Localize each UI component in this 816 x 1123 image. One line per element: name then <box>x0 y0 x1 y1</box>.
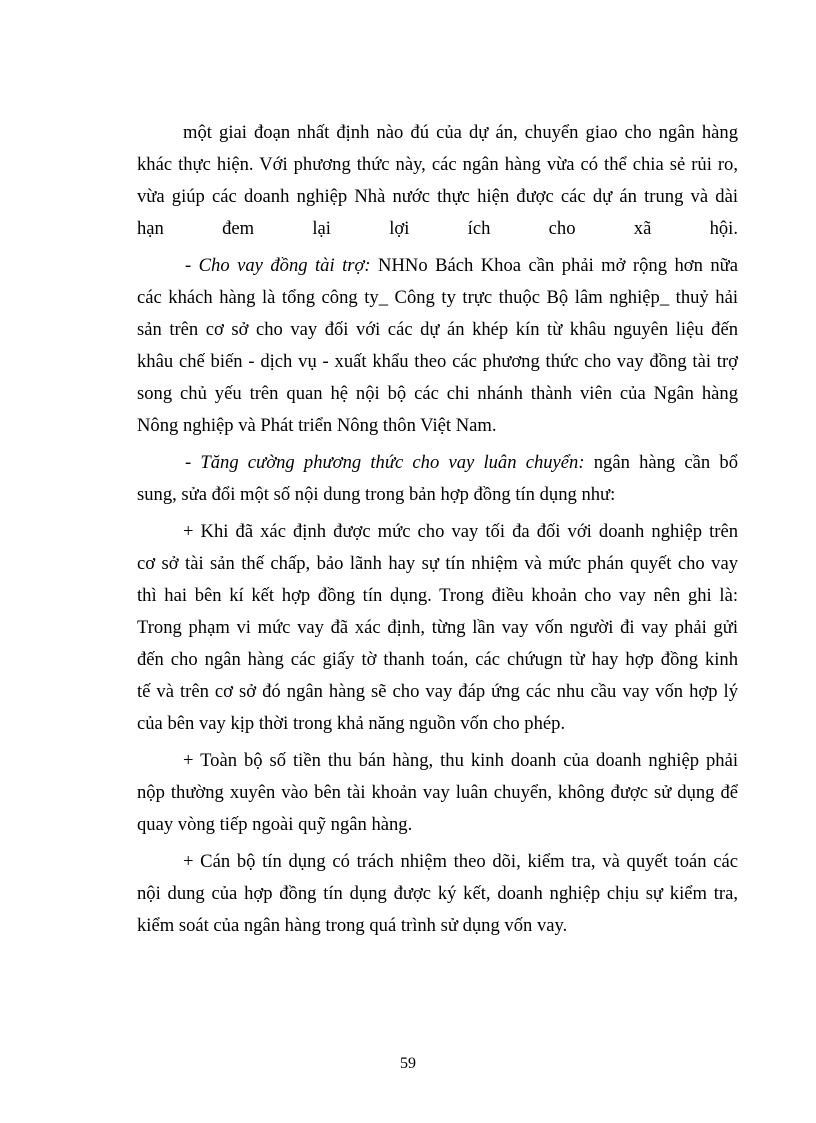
text-line: của bên vay kịp thời trong khả năng nguồn vốn cho phép. <box>137 713 566 734</box>
text-line: + Cán bộ tín dụng có trách nhiệm theo dõi, kiểm tra, và quyết toán các <box>183 851 738 872</box>
paragraph <box>137 447 738 511</box>
italic-lead: - Cho vay đồng tài trợ: <box>185 255 371 276</box>
page-number: 59 <box>400 1055 416 1072</box>
text-line <box>137 447 738 479</box>
text-line: + Toàn bộ số tiền thu bán hàng, thu kinh doanh của doanh nghiệp phải <box>183 750 738 771</box>
text-line: tế và trên cơ sở đó ngân hàng sẽ cho vay đáp ứng các nhu cầu vay vốn hợp lý <box>137 681 738 702</box>
text-line: song chủ yếu trên quan hệ nội bộ các chi nhánh thành viên của Ngân hàng <box>137 383 738 404</box>
text-line: nội dung của hợp đồng tín dụng được ký kết, doanh nghiệp chịu sự kiểm tra, <box>137 883 738 904</box>
paragraph <box>137 516 738 740</box>
paragraph <box>137 745 738 841</box>
text-line: một giai đoạn nhất định nào đú của dự án, chuyển giao cho ngân hàng <box>183 122 738 143</box>
text-line <box>137 250 738 282</box>
paragraph <box>137 846 738 942</box>
text-line: vừa giúp các doanh nghiệp Nhà nước thực hiện được các dự án trung và dài <box>137 186 738 207</box>
body-text <box>137 117 738 942</box>
text-line: cơ sở tài sản thế chấp, bảo lãnh hay sự tín nhiệm và mức phán quyết cho vay <box>137 553 738 574</box>
text-line: sung, sửa đổi một số nội dung trong bản hợp đồng tín dụng như: <box>137 484 616 505</box>
text-line: + Khi đã xác định được mức cho vay tối đa đối với doanh nghiệp trên <box>183 521 738 542</box>
paragraph <box>137 250 738 442</box>
text-line: Nông nghiệp và Phát triển Nông thôn Việt Nam. <box>137 415 497 436</box>
text-line: đến cho ngân hàng các giấy tờ thanh toán, các chứugn từ hay hợp đồng kinh <box>137 649 738 670</box>
text-line: Trong phạm vi mức vay đã xác định, từng lần vay vốn người đi vay phải gửi <box>137 617 738 638</box>
text-run: ngân hàng cần bổ <box>584 452 739 473</box>
text-line: các khách hàng là tổng công ty_ Công ty trực thuộc Bộ lâm nghiệp_ thuỷ hải <box>137 287 738 308</box>
text-line: sản trên cơ sở cho vay đối với các dự án khép kín từ khâu nguyên liệu đến <box>137 319 738 340</box>
paragraph <box>137 117 738 245</box>
text-line: hạn đem lại lợi ích cho xã hội. <box>137 218 738 239</box>
text-line: thì hai bên kí kết hợp đồng tín dụng. Trong điều khoản cho vay nên ghi là: <box>137 585 738 606</box>
italic-lead: - Tăng cường phương thức cho vay luân chuyển: <box>185 452 585 473</box>
text-line: kiểm soát của ngân hàng trong quá trình sử dụng vốn vay. <box>137 915 568 936</box>
text-line: quay vòng tiếp ngoài quỹ ngân hàng. <box>137 814 413 835</box>
text-line: nộp thường xuyên vào bên tài khoản vay luân chuyển, không được sử dụng để <box>137 782 738 803</box>
text-line: khác thực hiện. Với phương thức này, các ngân hàng vừa có thể chia sẻ rủi ro, <box>137 154 738 175</box>
text-run: NHNo Bách Khoa cần phải mở rộng hơn nữa <box>370 255 738 276</box>
text-line: khâu chế biến - dịch vụ - xuất khẩu theo các phương thức cho vay đồng tài trợ <box>137 351 738 372</box>
